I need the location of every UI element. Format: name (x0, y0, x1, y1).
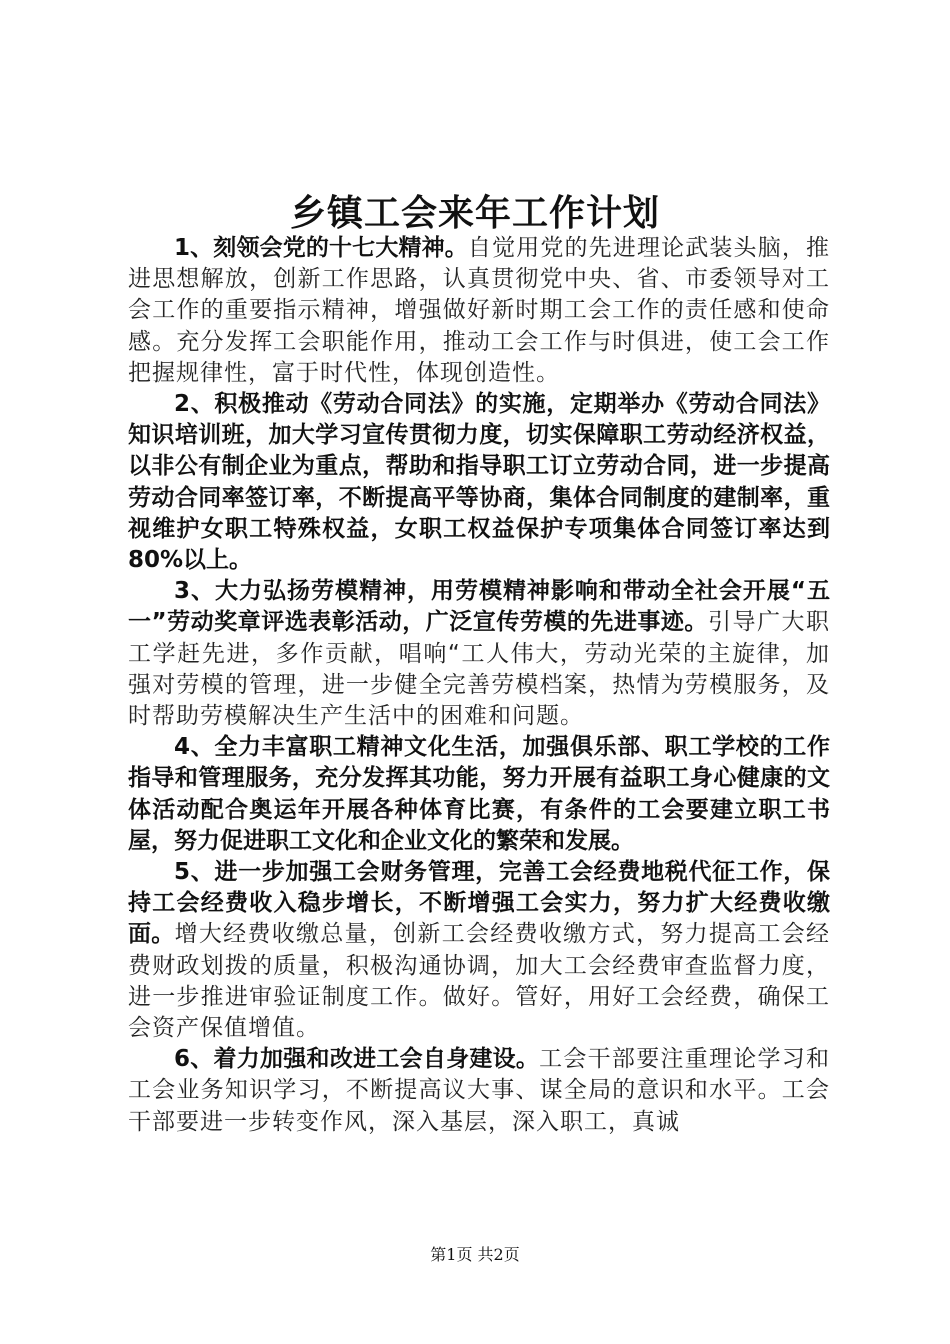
paragraph-6-lead: 6、着力加强和改进工会自身建设。 (174, 1046, 540, 1073)
paragraph-3 (128, 576, 830, 732)
paragraph-2 (128, 389, 830, 576)
paragraph-6-text: 工会干部要注重理论学习和工会业务知识学习，不断提高议大事、谋全局的意识和水平。工会干部要进一步转变作风，深入基层，深入职工，真诚 (128, 1046, 831, 1135)
paragraph-5-text: 增大经费收缴总量，创新工会经费收缴方式，努力提高工会经费财政划拨的质量，积极沟通协调，加大工会经费审查监督力度，进一步推进审验证制度工作。做好。管好，用好工会经费，确保工会资产保值增值。 (128, 921, 831, 1042)
document-body (128, 233, 830, 1138)
document-title: 乡镇工会来年工作计划 (289, 192, 660, 234)
paragraph-3-lead: 3、大力弘扬劳模精神，用劳模精神影响和带动全社会开展“五一”劳动奖章评选表彰活动，广泛宣传劳模的先进事迹。 (128, 578, 830, 636)
paragraph-5-lead: 5、进一步加强工会财务管理，完善工会经费地税代征工作，保持工会经费收入稳步增长，不断增强工会实力，努力扩大经费收缴面。 (128, 859, 830, 948)
paragraph-4 (128, 732, 830, 857)
paragraph-3-text: 引导广大职工学赶先进，多作贡献，唱响“工人伟大，劳动光荣的主旋律，加强对劳模的管理，进一步健全完善劳模档案，热情为劳模服务，及时帮助劳模解决生产生活中的困难和问题。 (128, 609, 831, 730)
paragraph-6 (128, 1044, 830, 1138)
paragraph-2-lead: 2、积极推动《劳动合同法》的实施，定期举办《劳动合同法》知识培训班，加大学习宣传贯彻力度，切实保障职工劳动经济权益，以非公有制企业为重点，帮助和指导职工订立劳动合同，进一步提高劳动合同率签订率，不断提高平等协商，集体合同制度的建制率，重视维护女职工特殊权益，女职工权益保护专项集体合同签订率达到80%以上。 (128, 391, 830, 574)
page-number-footer: 第1页 共2页 (430, 1245, 520, 1264)
paragraph-1-text: 自觉用党的先进理论武装头脑，推进思想解放，创新工作思路，认真贯彻党中央、省、市委领导对工会工作的重要指示精神，增强做好新时期工会工作的责任感和使命感。充分发挥工会职能作用，推动工会工作与时俱进，使工会工作把握规律性，富于时代性，体现创造性。 (128, 235, 830, 386)
paragraph-1-lead: 1、刻领会党的十七大精神。 (174, 235, 468, 261)
paragraph-1 (128, 233, 830, 389)
paragraph-5 (128, 857, 830, 1044)
paragraph-4-lead: 4、全力丰富职工精神文化生活，加强俱乐部、职工学校的工作指导和管理服务，充分发挥其功能，努力开展有益职工身心健康的文体活动配合奥运年开展各种体育比赛，有条件的工会要建立职工书屋，努力促进职工文化和企业文化的繁荣和发展。 (128, 734, 830, 854)
